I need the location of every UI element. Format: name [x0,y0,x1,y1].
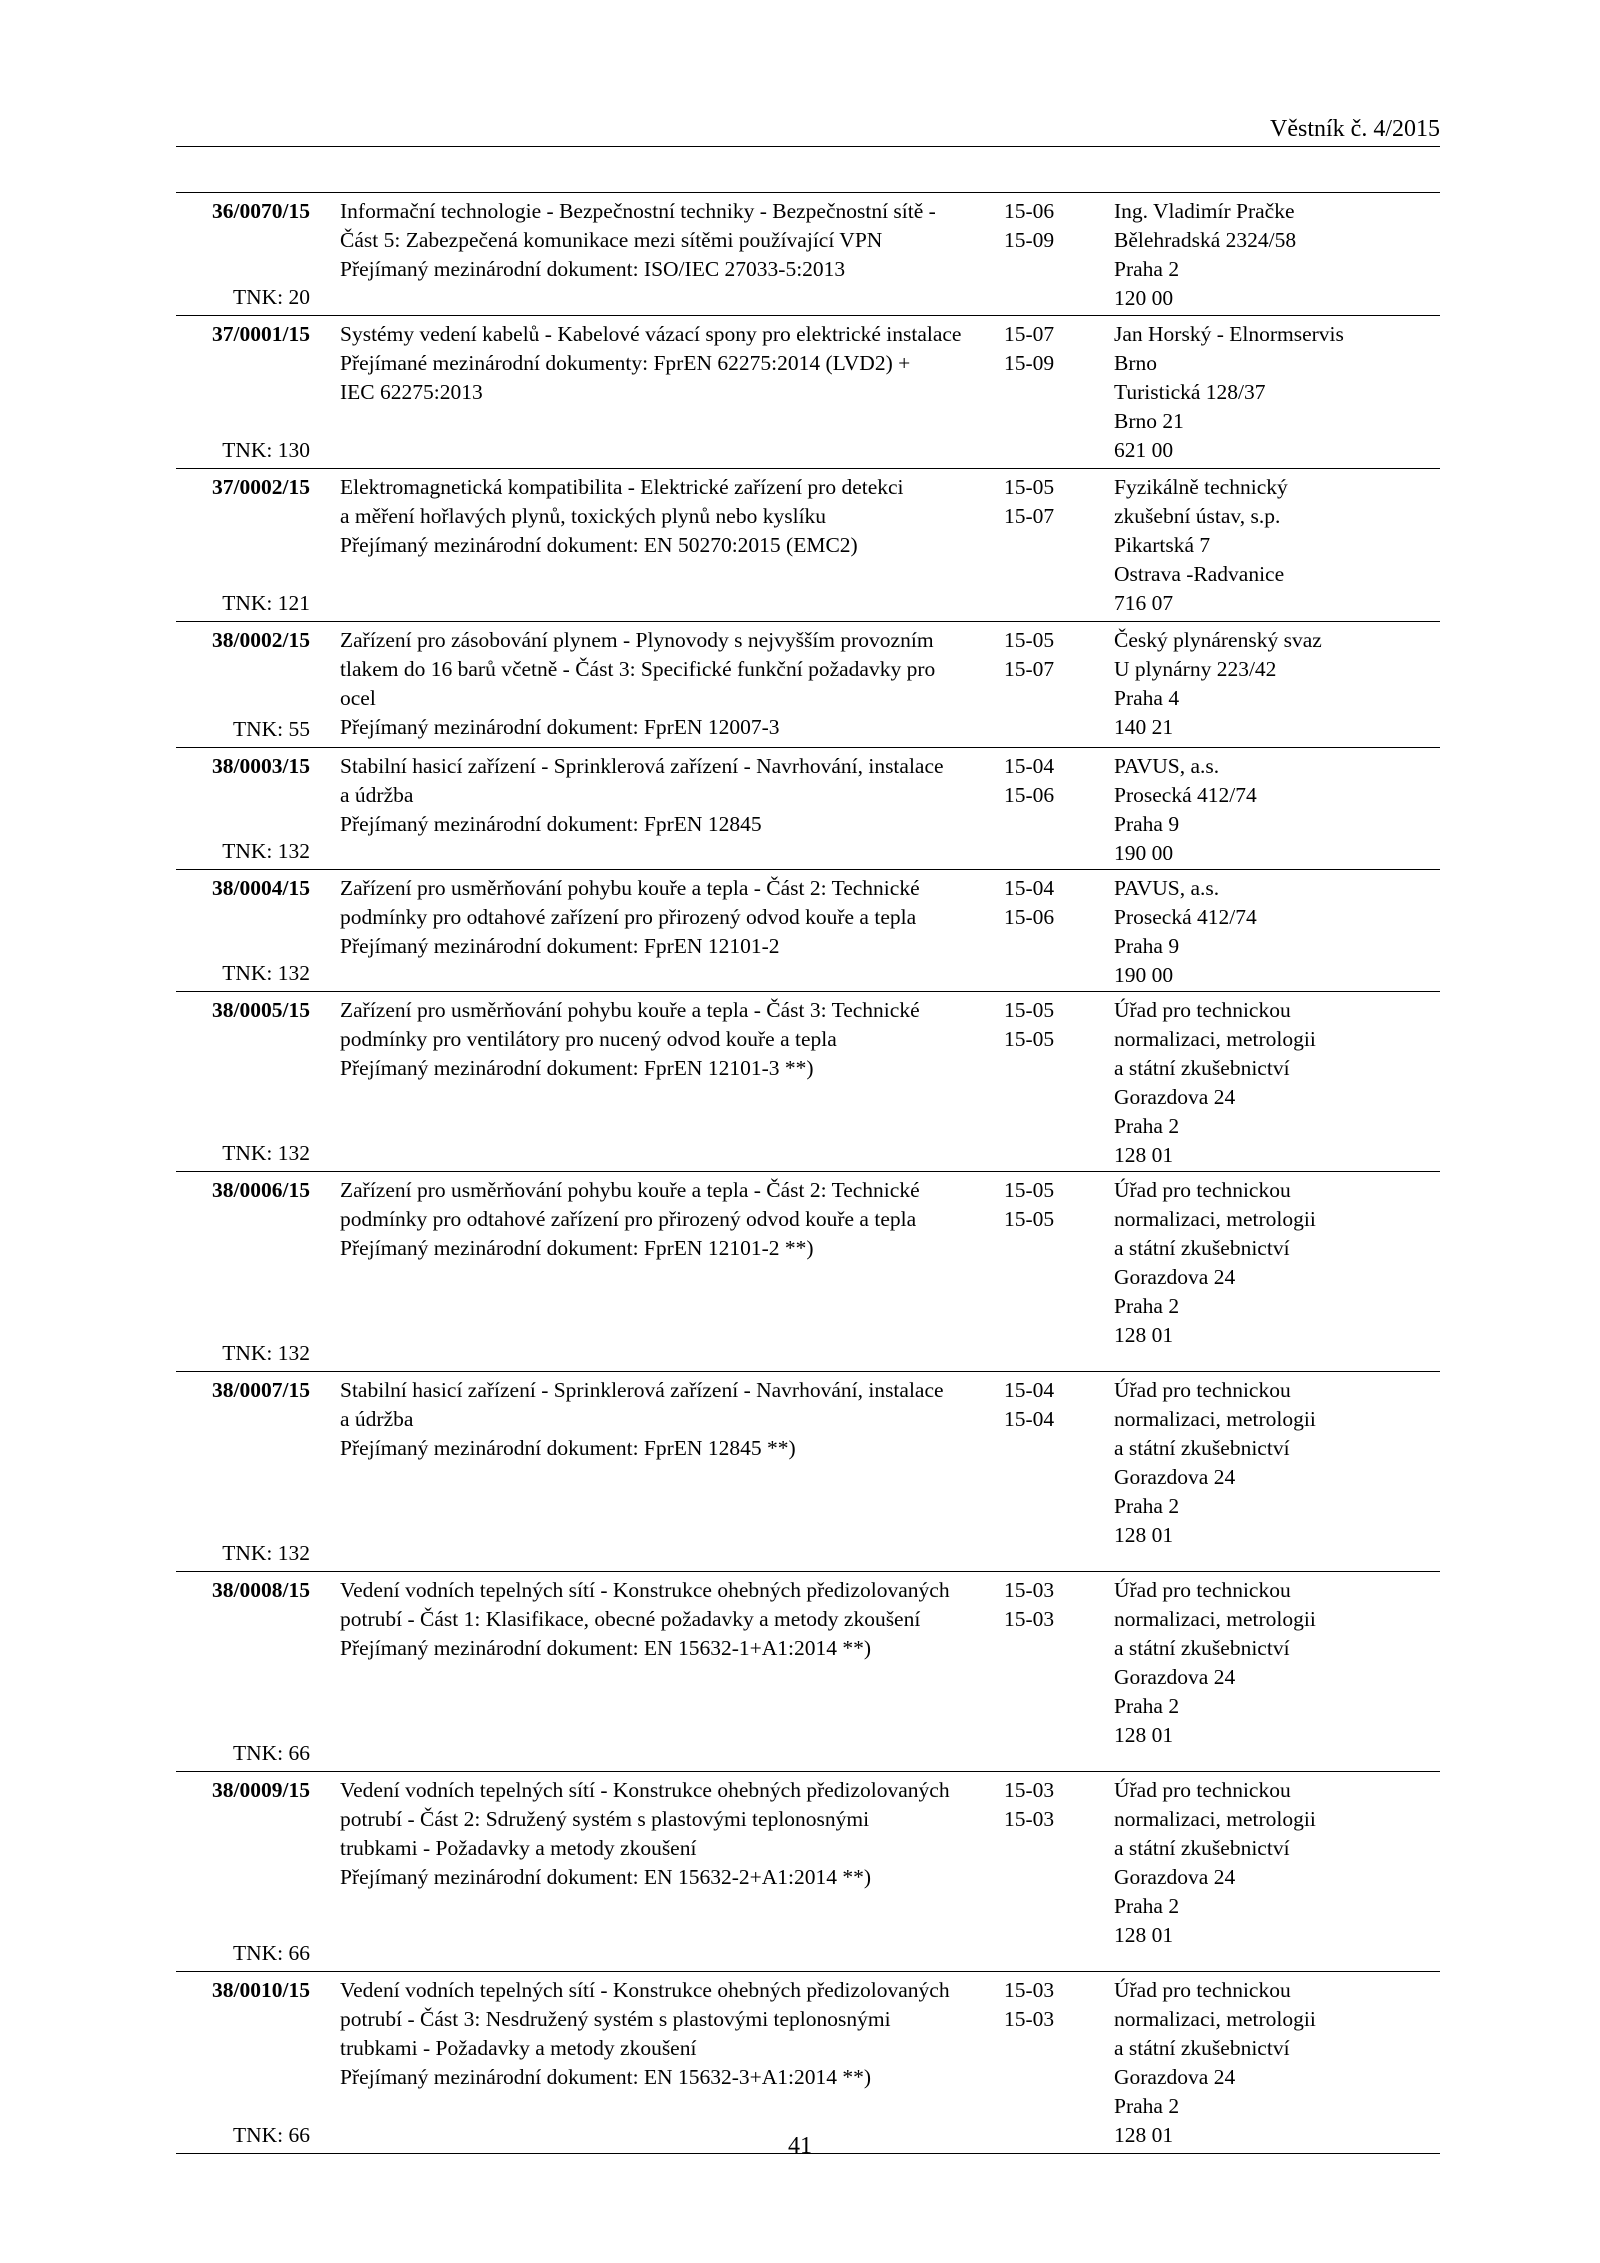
contact-cell [1110,752,1440,869]
record-id-cell [176,874,310,991]
dates-line: 15-05 [1004,1027,1055,1051]
dates-line: 15-05 [1004,998,1055,1022]
tnk-label: TNK: 132 [222,1141,310,1165]
contact-line: 128 01 [1114,1523,1174,1547]
description-line: Přejímaný mezinárodní dokument: EN 15632-3+A1:2014 **) [340,2065,872,2089]
dates-line: 15-04 [1004,1407,1055,1431]
table-row [176,991,1440,1171]
tnk-label: TNK: 66 [232,1941,310,1965]
contact-line: 128 01 [1114,1723,1174,1747]
contact-line: Praha 2 [1114,2094,1180,2118]
contact-line: a státní zkušebnictví [1114,1836,1290,1860]
contact-line: 120 00 [1114,286,1174,310]
record-number: 38/0008/15 [212,1578,310,1602]
dates-line: 15-06 [1004,905,1055,929]
record-id-cell [176,1576,310,1771]
description-line: Přejímaný mezinárodní dokument: EN 15632-2+A1:2014 **) [340,1865,872,1889]
contact-line: Praha 2 [1114,1114,1180,1138]
dates-line: 15-03 [1004,1807,1055,1831]
description-line: potrubí - Část 2: Sdružený systém s plastovými teplonosnými [340,1807,870,1831]
contact-cell [1110,1976,1440,2153]
record-number: 38/0007/15 [212,1378,310,1402]
dates-line: 15-03 [1004,1978,1055,2002]
contact-line: Gorazdova 24 [1114,1085,1236,1109]
description-line: Elektromagnetická kompatibilita - Elektrické zařízení pro detekci [340,475,904,499]
contact-line: 716 07 [1114,591,1174,615]
tnk-label: TNK: 66 [232,1741,310,1765]
record-number: 38/0002/15 [212,628,310,652]
contact-cell [1110,874,1440,991]
table-row [176,315,1440,468]
contact-line: Úřad pro technickou [1114,1378,1291,1402]
contact-line: Úřad pro technickou [1114,998,1291,1022]
tnk-label: TNK: 66 [232,2123,310,2147]
contact-line: a státní zkušebnictví [1114,1436,1290,1460]
tnk-label: TNK: 132 [222,1341,310,1365]
contact-cell [1110,473,1440,621]
description-cell [310,996,1000,1171]
dates-line: 15-06 [1004,783,1055,807]
dates-line: 15-03 [1004,1578,1055,1602]
description-cell [310,1976,1000,2153]
record-id-cell [176,1776,310,1971]
tnk-label: TNK: 130 [222,438,310,462]
page-number: 41 [788,2133,812,2159]
dates-line: 15-05 [1004,475,1055,499]
contact-line: Jan Horský - Elnormservis [1114,322,1344,346]
description-line: a měření hořlavých plynů, toxických plynů nebo kyslíku [340,504,827,528]
description-cell [310,197,1000,315]
contact-cell [1110,626,1440,747]
dates-line: 15-05 [1004,628,1055,652]
contact-line: zkušební ústav, s.p. [1114,504,1281,528]
contact-cell [1110,996,1440,1171]
contact-line: Praha 2 [1114,1494,1180,1518]
record-number: 36/0070/15 [212,199,310,223]
record-id-cell [176,320,310,468]
description-line: Přejímané mezinárodní dokumenty: FprEN 62275:2014 (LVD2) + [340,351,911,375]
contact-line: PAVUS, a.s. [1114,876,1220,900]
description-line: Zařízení pro usměrňování pohybu kouře a tepla - Část 2: Technické [340,1178,920,1202]
tnk-label: TNK: 55 [232,717,310,741]
contact-line: normalizaci, metrologii [1114,1807,1316,1831]
dates-line: 15-05 [1004,1178,1055,1202]
contact-line: Úřad pro technickou [1114,1778,1291,1802]
dates-cell [1000,1776,1110,1971]
contact-line: 128 01 [1114,2123,1174,2147]
standards-table [176,192,1440,2154]
dates-cell [1000,197,1110,315]
table-row [176,1171,1440,1371]
dates-line: 15-04 [1004,754,1055,778]
description-cell [310,1776,1000,1971]
record-id-cell [176,752,310,869]
description-line: potrubí - Část 3: Nesdružený systém s plastovými teplonosnými [340,2007,891,2031]
table-row [176,869,1440,991]
contact-line: Pikartská 7 [1114,533,1211,557]
description-cell [310,1376,1000,1571]
description-cell [310,752,1000,869]
dates-line: 15-04 [1004,1378,1055,1402]
contact-line: 190 00 [1114,841,1174,865]
contact-line: Praha 2 [1114,1694,1180,1718]
description-line: Zařízení pro usměrňování pohybu kouře a tepla - Část 3: Technické [340,998,920,1022]
description-line: Systémy vedení kabelů - Kabelové vázací spony pro elektrické instalace [340,322,962,346]
record-id-cell [176,626,310,747]
tnk-label: TNK: 132 [222,961,310,985]
page-header [176,112,1440,147]
contact-line: a státní zkušebnictví [1114,1236,1290,1260]
description-line: IEC 62275:2013 [340,380,483,404]
description-line: podmínky pro odtahové zařízení pro přirozený odvod kouře a tepla [340,905,917,929]
contact-line: Praha 2 [1114,257,1180,281]
contact-line: Praha 2 [1114,1294,1180,1318]
record-id-cell [176,473,310,621]
dates-line: 15-09 [1004,228,1055,252]
description-line: Přejímaný mezinárodní dokument: FprEN 12101-2 [340,934,780,958]
contact-line: U plynárny 223/42 [1114,657,1277,681]
table-row [176,193,1440,315]
table-row [176,747,1440,869]
contact-line: a státní zkušebnictví [1114,1056,1290,1080]
description-line: Stabilní hasicí zařízení - Sprinklerová zařízení - Navrhování, instalace [340,754,944,778]
description-line: Přejímaný mezinárodní dokument: EN 50270:2015 (EMC2) [340,533,858,557]
record-id-cell [176,1176,310,1371]
contact-line: normalizaci, metrologii [1114,1607,1316,1631]
contact-line: Gorazdova 24 [1114,1465,1236,1489]
contact-line: 621 00 [1114,438,1174,462]
description-line: Přejímaný mezinárodní dokument: FprEN 12845 **) [340,1436,796,1460]
contact-line: Prosecká 412/74 [1114,905,1257,929]
dates-line: 15-03 [1004,1607,1055,1631]
description-cell [310,473,1000,621]
contact-line: PAVUS, a.s. [1114,754,1220,778]
description-cell [310,626,1000,747]
contact-cell [1110,1576,1440,1771]
contact-line: a státní zkušebnictví [1114,1636,1290,1660]
description-line: Část 5: Zabezpečená komunikace mezi sítěmi používající VPN [340,228,883,252]
contact-line: Gorazdova 24 [1114,1665,1236,1689]
dates-line: 15-06 [1004,199,1055,223]
contact-line: Český plynárenský svaz [1114,628,1322,652]
dates-line: 15-04 [1004,876,1055,900]
contact-line: 128 01 [1114,1143,1174,1167]
record-number: 38/0004/15 [212,876,310,900]
description-line: ocel [340,686,376,710]
record-number: 38/0003/15 [212,754,310,778]
table-row [176,621,1440,747]
contact-line: Praha 4 [1114,686,1180,710]
description-line: Přejímaný mezinárodní dokument: FprEN 12845 [340,812,762,836]
dates-line: 15-07 [1004,322,1055,346]
record-number: 37/0001/15 [212,322,310,346]
dates-cell [1000,752,1110,869]
table-row [176,1371,1440,1571]
contact-line: Gorazdova 24 [1114,2065,1236,2089]
description-line: Stabilní hasicí zařízení - Sprinklerová zařízení - Navrhování, instalace [340,1378,944,1402]
contact-cell [1110,1376,1440,1571]
record-number: 38/0010/15 [212,1978,310,2002]
table-row [176,1771,1440,1971]
description-line: podmínky pro odtahové zařízení pro přirozený odvod kouře a tepla [340,1207,917,1231]
dates-cell [1000,473,1110,621]
contact-line: Praha 9 [1114,934,1180,958]
description-line: trubkami - Požadavky a metody zkoušení [340,2036,697,2060]
contact-cell [1110,320,1440,468]
description-line: Informační technologie - Bezpečnostní techniky - Bezpečnostní sítě - [340,199,936,223]
dates-cell [1000,1576,1110,1771]
contact-line: Praha 2 [1114,1894,1180,1918]
table-row [176,1971,1440,2153]
record-number: 38/0006/15 [212,1178,310,1202]
dates-line: 15-07 [1004,657,1055,681]
tnk-label: TNK: 20 [232,285,310,309]
tnk-label: TNK: 132 [222,1541,310,1565]
description-line: a údržba [340,783,414,807]
dates-line: 15-05 [1004,1207,1055,1231]
contact-cell [1110,1176,1440,1371]
contact-line: Turistická 128/37 [1114,380,1266,404]
contact-line: Fyzikálně technický [1114,475,1288,499]
dates-cell [1000,1976,1110,2153]
dates-cell [1000,874,1110,991]
contact-line: normalizaci, metrologii [1114,1207,1316,1231]
description-cell [310,874,1000,991]
contact-line: 190 00 [1114,963,1174,987]
contact-line: Úřad pro technickou [1114,1178,1291,1202]
contact-line: Prosecká 412/74 [1114,783,1257,807]
record-number: 38/0009/15 [212,1778,310,1802]
description-line: potrubí - Část 1: Klasifikace, obecné požadavky a metody zkoušení [340,1607,921,1631]
dates-cell [1000,626,1110,747]
contact-line: normalizaci, metrologii [1114,1407,1316,1431]
record-id-cell [176,1376,310,1571]
record-id-cell [176,1976,310,2153]
description-cell [310,1576,1000,1771]
description-line: Přejímaný mezinárodní dokument: FprEN 12007-3 [340,715,780,739]
description-line: Přejímaný mezinárodní dokument: FprEN 12101-2 **) [340,1236,814,1260]
contact-line: Ing. Vladimír Pračke [1114,199,1295,223]
dates-line: 15-03 [1004,1778,1055,1802]
contact-cell [1110,1776,1440,1971]
description-line: Přejímaný mezinárodní dokument: EN 15632-1+A1:2014 **) [340,1636,872,1660]
contact-line: 128 01 [1114,1923,1174,1947]
description-line: Přejímaný mezinárodní dokument: ISO/IEC 27033-5:2013 [340,257,846,281]
record-number: 38/0005/15 [212,998,310,1022]
description-line: Vedení vodních tepelných sítí - Konstrukce ohebných předizolovaných [340,1778,950,1802]
description-cell [310,1176,1000,1371]
dates-line: 15-03 [1004,2007,1055,2031]
description-cell [310,320,1000,468]
contact-line: Gorazdova 24 [1114,1865,1236,1889]
description-line: trubkami - Požadavky a metody zkoušení [340,1836,697,1860]
contact-cell [1110,197,1440,315]
dates-cell [1000,1376,1110,1571]
contact-line: Praha 9 [1114,812,1180,836]
contact-line: normalizaci, metrologii [1114,2007,1316,2031]
contact-line: Brno 21 [1114,409,1184,433]
contact-line: Gorazdova 24 [1114,1265,1236,1289]
contact-line: normalizaci, metrologii [1114,1027,1316,1051]
tnk-label: TNK: 132 [222,839,310,863]
table-row [176,1571,1440,1771]
record-id-cell [176,197,310,315]
contact-line: a státní zkušebnictví [1114,2036,1290,2060]
dates-line: 15-07 [1004,504,1055,528]
contact-line: Úřad pro technickou [1114,1578,1291,1602]
description-line: Zařízení pro usměrňování pohybu kouře a tepla - Část 2: Technické [340,876,920,900]
description-line: podmínky pro ventilátory pro nucený odvod kouře a tepla [340,1027,837,1051]
journal-title: Věstník č. 4/2015 [1270,116,1440,142]
table-row [176,468,1440,621]
description-line: Přejímaný mezinárodní dokument: FprEN 12101-3 **) [340,1056,814,1080]
contact-line: Ostrava -Radvanice [1114,562,1285,586]
contact-line: Úřad pro technickou [1114,1978,1291,2002]
description-line: Vedení vodních tepelných sítí - Konstrukce ohebných předizolovaných [340,1978,950,2002]
tnk-label: TNK: 121 [222,591,310,615]
dates-cell [1000,1176,1110,1371]
contact-line: Brno [1114,351,1157,375]
description-line: tlakem do 16 barů včetně - Část 3: Specifické funkční požadavky pro [340,657,936,681]
record-number: 37/0002/15 [212,475,310,499]
record-id-cell [176,996,310,1171]
description-line: a údržba [340,1407,414,1431]
dates-cell [1000,996,1110,1171]
contact-line: 140 21 [1114,715,1174,739]
contact-line: 128 01 [1114,1323,1174,1347]
description-line: Zařízení pro zásobování plynem - Plynovody s nejvyšším provozním [340,628,934,652]
dates-line: 15-09 [1004,351,1055,375]
description-line: Vedení vodních tepelných sítí - Konstrukce ohebných předizolovaných [340,1578,950,1602]
contact-line: Bělehradská 2324/58 [1114,228,1297,252]
dates-cell [1000,320,1110,468]
